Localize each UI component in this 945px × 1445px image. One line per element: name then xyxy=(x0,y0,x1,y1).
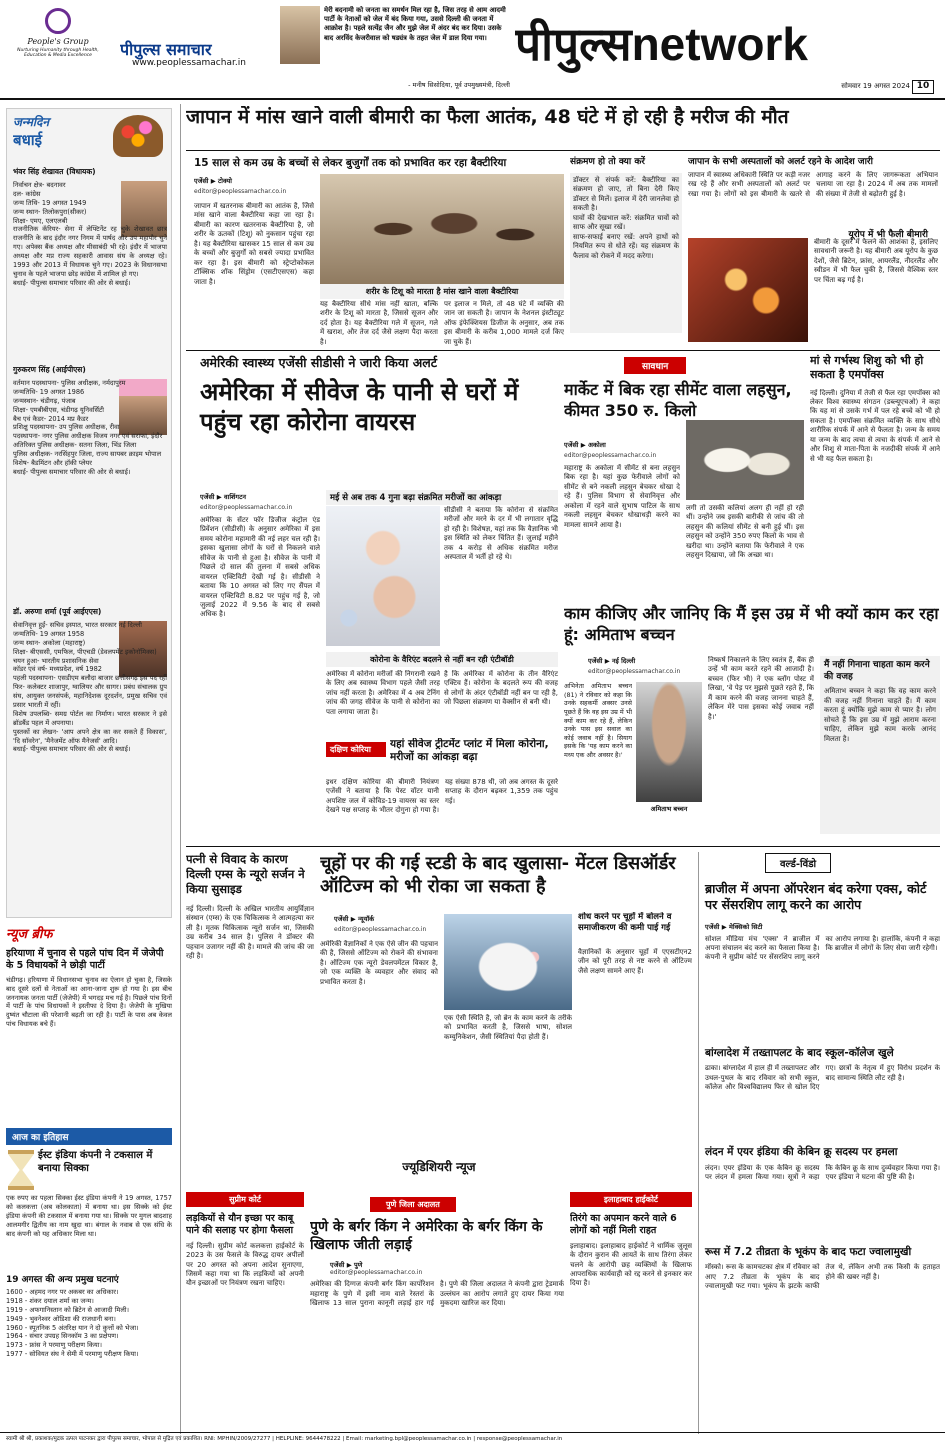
mice-email[interactable]: editor@peoplessamachar.co.in xyxy=(334,926,427,933)
world-tag: वर्ल्ड-विंडो xyxy=(765,853,831,873)
corona-story xyxy=(186,354,558,842)
japan-byline: एजेंसी ▶ टोक्यो xyxy=(194,177,232,185)
brand-english: network xyxy=(631,18,808,70)
birthday-title-small: जन्मदिन xyxy=(13,115,50,129)
garlic-headline: मार्केट में बिक रहा सीमेंट वाला लहसुन, कीमत 350 रु. किलो xyxy=(564,380,792,420)
news-brief-title: न्यूज ब्रीफ xyxy=(6,927,53,942)
sc-text: नई दिल्ली। सुप्रीम कोर्ट कलकत्ता हाईकोर्ट के 2023 के उस फैसले के विरुद्ध दायर अपीलों पर 20 अगस्त को अपना आदेश सुनाएगा, जिसमें कहा गया था कि लड़कियों को अपनी यौन इच्छाओं पर नियंत्रण रखना चाहिए। xyxy=(186,1241,304,1288)
sc-story xyxy=(186,1192,304,1426)
corona-byline: एजेंसी ▶ वाशिंगटन xyxy=(200,493,246,501)
mice-story xyxy=(320,852,692,1152)
history-text: एक रुपए का पहला सिक्का ईस्ट इंडिया कंपनी ने 19 अगस्त, 1757 को कलकत्ता (अब कोलकाता) में बनाया था। इस सिक्के को ईस्ट इंडिया कंपनी की टकसाल में बनाया गया था। सिक्के पर मुगल बादशाह आलमगीर द्वितीय का नाम खुदा था। बंगाल के नवाब से एक संधि के बाद कंपनी को यह अधिकार मिला था। xyxy=(6,1194,172,1238)
pune-email[interactable]: editor@peoplessamachar.co.in xyxy=(330,1269,423,1277)
birthday-person-3-text: सेवानिवृत्त हुईं- सचिव इस्पात, भारत सरकार नई दिल्ली जन्मतिथि- 19 अगस्त 1958 जन्म स्थान- अकोला (महाराष्ट्र) शिक्षा- बीएससी, एमफिल, पीएचडी (डेवलपमेंट इकोनॉमिक्स) चयन हुआ- भारतीय प्रशासनिक सेवा कॉडर एवं वर्ष- मध्यप्रदेश, वर्ष 1982 पहली पदस्थापना- एसडीएम बलौदा बाजार छत्तीसगढ़ इस पद रहीं फिर- कलेक्टर शाजापुर, ग्वालियर और सागर। प्रबंध संचालक ग्रुप संघ, आयुक्त जनसंपर्क, महानिदेशक दूरदर्शन, प्रमुख सचिव एवं प्रसार भारती में रहीं। विशेष उपलब्धि- समग्र पोर्टल का निर्माण। भारत सरकार ने इसे ब्रॉडबैंड पहल में अपनाया। पुस्तकों का लेखन- 'आप अपने क्षेत्र का कर सकते हैं विकास', 'दि सॉवरेन', 'मैनेजमेंट ऑफ मैनेजर्स' आदि। बधाई- पीपुल्स समाचार परिवार की ओर से बधाई। xyxy=(13,621,167,754)
garlic-email[interactable]: editor@peoplessamachar.co.in xyxy=(564,452,657,459)
amitabh-photo-caption: अमिताभ बच्चन xyxy=(650,805,688,813)
korea-text: इधर दक्षिण कोरिया की बीमारी नियंत्रण एजेंसी ने बताया है कि पेस्ट वॉटर यानी अपशिष्ट जल में कोविड-19 वायरस का स्तर देखने पक्ष सप्ताह के भीतर दोगुना हो गया है। यह संख्या 878 थी, जो अब अगस्त के दूसरे सप्ताह के दौरान बढ़कर 1,359 तक पहुंच गई। xyxy=(326,778,558,815)
world-window xyxy=(698,852,940,1434)
garlic-text-2: लगी तो उसकी कलियां अलग ही नहीं हो रही थीं। उन्होंने जब इसकी बारीकी से जांच की तो लहसुन की कलियां सीमेंट से बनी हुई थीं। इस लहसुन को उन्होंने 350 रुपए किलो के भाव से खरीदा था। उन्होंने बताया कि फेरीवाले ने एक लहसुन दिखाया, जो कि अच्छा था। xyxy=(686,504,804,560)
group-tagline: Nurturing Humanity through Health, Education & Media Excellence xyxy=(17,48,99,59)
pune-story xyxy=(310,1192,564,1426)
london-text: लंदन। एयर इंडिया के एक केबिन क्रू सदस्य पर लंदन में हमला किया गया। सूत्रों ने कहा कि केबिन क्रू के साथ दुर्व्यवहार किया गया है। एयर इंडिया ने घटना की पुष्टि की है। xyxy=(705,1163,940,1182)
hourglass-icon xyxy=(8,1150,34,1190)
birthday-person-2-text: वर्तमान पदस्थापना- पुलिस अधीक्षक, नर्मदापुरम जन्मतिथि- 19 अगस्त 1986 जन्मस्थान- चंडीगढ़, पंजाब शिक्षा- एमबीबीएस, चंडीगढ़ यूनिवर्सिटी बैच एवं कैडर- 2014 मप्र कैडर प्रशिक्षु पदस्थापना- उप पुलिस अधीक्षक, रीवा पदस्थापना- नगर पुलिस अधीक्षक विजय नगर एवं सराफा, इंदौर अतिरिक्त पुलिस अधीक्षक- सतना जिला, भिंड जिला पुलिस अधीक्षक- नरसिंहपुर जिला, राज्य सायबर क्राइम भोपाल विशेष- बैडमिंटन और हॉकी प्लेयर बधाई- पीपुल्स समाचार परिवार की ओर से बधाई। xyxy=(13,379,163,476)
flower-basket-icon xyxy=(113,115,163,157)
brazil-byline: एजेंसी ▶ मेक्सिको सिटी xyxy=(705,922,763,931)
events-list: 1600 - अहमद नगर पर अकबर का अधिकार। 1918 - शंकर दयाल शर्मा का जन्म। 1919 - अफगानिस्तान को ब्रिटेन से आजादी मिली। 1949 - भुवनेश्वर ओडिशा की राजधानी बना। 1960 - स्पूतनिक 5 अंतरिक्ष यान ने दो कुत्तों को भेजा। 1964 - संचार उपग्रह सिनकॉम 3 का प्रक्षेपण। 1973 - फ्रांस ने परमाणु परीक्षण किया। 1977 - सोवियत संघ ने सेमी में परमाणु परीक्षण किया। xyxy=(6,1288,139,1359)
corona-email[interactable]: editor@peoplessamachar.co.in xyxy=(200,504,293,511)
amitabh-email[interactable]: editor@peoplessamachar.co.in xyxy=(588,668,681,675)
pune-text: अमेरिका की दिग्गज कंपनी बर्गर किंग कार्पोरेशन महाराष्ट्र के पुणे में इसी नाम वाले रेस्तरां के खिलाफ 13 साल पुराना कानूनी लड़ाई हार गई है। पुणे की जिला अदालत ने कंपनी द्वारा ट्रेडमार्क उल्लंघन का आरोप लगाते हुए दायर किया गया मुकदमा खारिज कर दिया। xyxy=(310,1280,564,1308)
news-brief xyxy=(6,924,172,1124)
page-number: 10 xyxy=(912,80,934,94)
masthead-rule xyxy=(0,98,945,100)
amitabh-box-title: मैं नहीं गिनाना चाहता काम करने की वजह xyxy=(824,660,930,682)
corona-box-text: सीडीसी ने बताया कि कोरोना से संक्रमित मरीजों और मरने के दर में भी लगातार वृद्धि हो रही है। विशेषज्ञ, यहां तक कि वैज्ञानिक भी इस स्थिति को लेकर चिंतित हैं। जुलाई महीने तक 4 करोड़ से अधिक संक्रमित मरीज अस्पताल में भर्ती हो रहे थे। xyxy=(444,506,558,562)
japan-side-1-text: डॉक्टर से संपर्क करें: बैक्टीरिया का संक्रमण हो जाए, तो बिना देरी किए डॉक्टर से मिलें। इलाज में देरी जानलेवा हो सकती है। घावों की देखभाल करें: संक्रमित घावों को साफ और सूखा रखें। साफ-सफाई बनाए रखें: अपने हाथों को नियमित रूप से धोते रहें। यह संक्रमण के फैलाव को रोकने में मदद करेगा। xyxy=(570,173,682,333)
mouse-photo xyxy=(444,914,572,1010)
japan-photo-caption: शरीर के टिशू को मारता है मांस खाने वाला बैक्टीरिया xyxy=(320,284,564,299)
amitabh-story xyxy=(564,604,940,834)
brazil-headline: ब्राजील में अपना ऑपरेशन बंद करेगा एक्स, कोर्ट पर सेंसरशिप लागू करने का आरोप xyxy=(705,881,927,913)
amitabh-byline: एजेंसी ▶ नई दिल्ली xyxy=(588,657,636,665)
quote-author: - मनीष सिसोदिया, पूर्व उपमुख्यमंत्री, दिल्ली xyxy=(408,81,510,89)
bangla-text: ढाका। बांग्लादेश में हाल ही में तख्तापलट और उथल-पुथल के बाद रविवार को सभी स्कूल, कॉलेज और विश्वविद्यालय फिर से खोल दिए गए। छात्रों के नेतृत्व में हुए विरोध प्रदर्शन के बाद सामान्य स्थिति लौट रही है। xyxy=(705,1064,940,1092)
birthday-title: बधाई xyxy=(13,131,43,149)
hc-headline: तिरंगे का अपमान करने वाले 6 लोगों को नहीं मिली राहत xyxy=(570,1213,677,1237)
history-section xyxy=(6,1128,172,1434)
korea-headline: यहां सीवेज ट्रीटमेंट प्लांट में मिला कोरोना, मरीजों का आंकड़ा बढ़ा xyxy=(390,738,549,764)
quote-text: मेरी बदनामी को जनता का समर्थन मिल रहा है, जिस तरह से आम आदमी पार्टी के नेताओं को जेल में बंद किया गया, उससे दिल्ली की जनता में आक्रोश है। पहले सत्येंद्र जैन और मुझे जेल में अंदर बंद कर दिया। उसके बाद अरविंद केजरीवाल को षड्यंत्र के तहत जेल में डाल दिया गया। xyxy=(324,6,506,42)
mpox-headline: मां से गर्भस्थ शिशु को भी हो सकता है एमपॉक्स xyxy=(810,354,924,382)
japan-headline: जापान में मांस खाने वाली बीमारी का फैला आतंक, 48 घंटे में हो रही है मरीज की मौत xyxy=(186,106,789,128)
amitabh-box xyxy=(820,656,940,834)
aiims-headline: पत्नी से विवाद के कारण दिल्ली एम्स के न्यूरो सर्जन ने किया सुसाइड xyxy=(186,852,305,896)
bacteria-photo xyxy=(688,238,808,342)
issue-date: सोमवार 19 अगस्त 2024 xyxy=(841,82,910,90)
mice-headline: चूहों पर की गई स्टडी के बाद खुलासा- मेंटल डिसऑर्डर ऑटिज्म को भी रोका जा सकता है xyxy=(320,853,676,898)
mid-rule xyxy=(186,846,940,847)
garlic-story xyxy=(564,354,804,594)
corona-headline: अमेरिका में सीवेज के पानी से घरों में पहुंच रहा कोरोना वायरस xyxy=(200,378,519,436)
korea-tag: दक्षिण कोरिया xyxy=(326,742,386,757)
mice-byline: एजेंसी ▶ न्यूयॉर्क xyxy=(334,915,375,923)
birthday-person-2-name: गुरुकरण सिंह (आईपीएस) xyxy=(13,365,86,374)
pune-tag: पुणे जिला अदालत xyxy=(370,1197,456,1212)
aiims-story xyxy=(186,852,314,1152)
birthday-box xyxy=(6,108,172,918)
japan-text-3: पर इलाज न मिले, तो 48 घंटे में व्यक्ति की जान जा सकती है। जापान के नेशनल इंस्टीट्यूट ऑफ इंफेक्शियस डिजीज के अनुसार, अब तक इस बीमारी के करीब 1,000 मामले दर्ज किए जा चुके हैं। xyxy=(444,300,564,346)
corona-box-title: मई से अब तक 4 गुना बढ़ा संक्रमित मरीजों का आंकड़ा xyxy=(326,490,558,505)
mice-text-2: एक ऐसी स्थिति है, जो ब्रेन के काम करने के तरीके को प्रभावित करती है, जिससे भाषा, सोशल कम्युनिकेशन, जैसी स्थितियां पैदा होती हैं। xyxy=(444,1014,572,1041)
hc-story xyxy=(570,1192,692,1426)
mice-side-title: शोध करने पर चूहों में बोलने व समाजीकरण की कमी पाई गई xyxy=(578,912,672,934)
hc-tag: इलाहाबाद हाईकोर्ट xyxy=(570,1192,692,1207)
history-headline: ईस्ट इंडिया कंपनी ने टकसाल में बनाया सिक्का xyxy=(38,1150,153,1174)
mpox-story xyxy=(810,354,940,594)
left-column xyxy=(0,104,178,1434)
mice-text-3: वैज्ञानिकों के अनुसार चूहों में एएसटीएन2 जीन को पूरी तरह से नष्ट करने से ऑटिज्म जैसे लक्षण सामने आए हैं। xyxy=(578,948,692,975)
brazil-text: सोशल मीडिया मंच 'एक्स' ने ब्राजील में अपना संचालन बंद करने का फैसला किया है। कंपनी ने सुप्रीम कोर्ट पर सेंसरशिप लागू करने का आरोप लगाया है। हालांकि, कंपनी ने कहा कि ब्राजील में लोगों के लिए सेवा जारी रहेगी। xyxy=(705,934,940,962)
japan-text-2: यह बैक्टीरिया सीधे मांस नहीं खाता, बल्कि शरीर के टिशू को मारता है, जिससे सूजन और दर्द होता है। यह बैक्टीरिया गले में सूजन, गले में खराश, और तेज दर्द जैसे लक्षण पैदा करता है। xyxy=(320,300,438,346)
amitabh-box-text: अमिताभ बच्चन ने कहा कि वह काम करने की वजह नहीं गिनाना चाहते हैं। मैं काम करता हूं क्योंकि मुझे काम से प्यार है। लोग सोचते हैं कि इस उम्र में मुझे आराम करना चाहिए, लेकिन मुझे काम करके आनंद मिलता है। xyxy=(824,687,936,743)
brand-hindi: पीपुल्स xyxy=(515,17,632,71)
paper-name: पीपुल्स समाचार xyxy=(120,40,212,59)
japan-side-2-title: जापान के सभी अस्पतालों को अलर्ट रहने के आदेश जारी xyxy=(688,157,873,167)
masthead xyxy=(0,0,945,100)
news-brief-text: चंडीगढ़। हरियाणा में विधानसभा चुनाव का ऐलान हो चुका है, जिसके बाद दूसरे दलों से नेताओं का आना-जाना शुरू हो गया है। इस बीच जननायक जनता पार्टी (जेजेपी) में भगदड़ मच गई है। पिछले पांच दिनों में पार्टी के पांच विधायकों ने इस्तीफा दे दिया है। जेजेपी के मुखिया दुष्यंत चौटाला की परेशानी बढ़ती जा रही है। पार्टी के पास अब केवल पांच विधायक बचे हैं। xyxy=(6,975,172,1029)
hc-text: इलाहाबाद। इलाहाबाद हाईकोर्ट ने धार्मिक जुलूस के दौरान कुरान की आयतें के साथ तिरंगा लेकर चलने के आरोपी छह व्यक्तियों के खिलाफ आपराधिक कार्यवाही को रद्द करने से इनकार कर दिया है। xyxy=(570,1241,692,1288)
corona-text-1: अमेरिका के सेंटर फॉर डिजीज कंट्रोल एंड प्रिवेंशन (सीडीसी) के अनुसार अमेरिका में इस समय कोरोना महामारी की नई लहर चल रही है। इसका खुलासा लोगों के घरों से निकलने वाले सीवेज के पानी से हुआ है। सीवेज के पानी में पिछले दो साल की तुलना में सबसे अधिक वायरल एक्टिविटी देखी गई है। सीडीसी ने बताया कि 10 अगस्त को लिए गए सैंपल में वायरल एक्टिविटी 8.82 पर पहुंच गई है, जो जुलाई 2022 में 9.56 के बाद से सबसे अधिक है। xyxy=(200,516,320,619)
pune-headline: पुणे के बर्गर किंग ने अमेरिका के बर्गर किंग के खिलाफ जीती लड़ाई xyxy=(310,1219,543,1254)
footer-rule xyxy=(0,1432,945,1433)
amitabh-text-2: निष्कर्ष निकालने के लिए स्वतंत्र हैं, बैंक ही उन्हें भी काम करते रहने की आजादी है। बच्चन (फिर भी) ने एक ब्लॉग पोस्ट में लिखा, 'वे पेड़ पर मुझसे पूछते रहते हैं, कि मैं काम करने की वजह जानना चाहते हैं, लेकिन मेरे पास इसका कोई जवाब नहीं है।' xyxy=(708,656,814,721)
birthday-person-1-text: निर्वाचन क्षेत्र- बदनावर दल- कांग्रेस जन्म तिथि- 19 अगस्त 1949 जन्म स्थान- तिलोकपुरा(सीकर) शिक्षा- एमए, एलएलबी राजनीतिक कॅरियर- सेना में लेफ्टिनेंट रह चुके शेखावत छात्र राजनीति के बाद इंदौर नगर निगम में पार्षद और उप महापौर चुने गए। अपेक्स बैंक अध्यक्ष और मीसाबंदी भी रहे। इंदौर में भाजपा अध्यक्ष और मप्र राज्य सहकारी आवास संघ के अध्यक्ष रहे। 1993 और 2013 में विधायक चुने गए। 2023 के विधानसभा चुनाव के पहले भाजपा छोड़ कांग्रेस में शामिल हो गए। बधाई- पीपुल्स समाचार परिवार की ओर से बधाई। xyxy=(13,181,167,287)
birthday-person-3-name: डॉ. अरुणा शर्मा (पूर्व आईएएस) xyxy=(13,607,102,616)
events-title: 19 अगस्त की अन्य प्रमुख घटनाएं xyxy=(6,1275,119,1285)
japan-bottom-rule xyxy=(186,350,940,351)
japan-email[interactable]: editor@peoplessamachar.co.in xyxy=(194,188,287,195)
amitabh-photo xyxy=(636,682,702,802)
judiciary-title: ज्यूडिशियरी न्यूज xyxy=(402,1160,476,1174)
japan-subhead: 15 साल से कम उम्र के बच्चों से लेकर बुजुर्गों तक को प्रभावित कर रहा बैक्टीरिया xyxy=(194,157,507,169)
japan-side-3-title: यूरोप में भी फैली बीमारी xyxy=(848,230,928,240)
garlic-byline: एजेंसी ▶ अकोला xyxy=(564,441,606,449)
japan-side-2-text: जापान में स्वास्थ्य अधिकारी स्थिति पर कड़ी नजर रख रहे हैं और सभी अस्पतालों को अलर्ट पर रखा गया है। लोगों को इस बीमारी के खतरे से आगाह करने के लिए जागरूकता अभियान चलाया जा रहा है। 2024 में अब तक मामलों की संख्या में तेजी से बढ़ोतरी हुई है। xyxy=(688,171,938,198)
japan-text-1: जापान में खतरनाक बीमारी का आतंक है, जिसे मांस खाने वाला बैक्टीरिया कहा जा रहा है। बीमारी का कारण खतरनाक बैक्टीरिया है, जो शरीर के ऊतकों (टिशू) को नुकसान पहुंचा रहा है। यह बैक्टीरिया खासकर 15 साल से कम उम्र के बच्चों और बुजुर्गों को सबसे ज्यादा प्रभावित कर रहा है। इस बीमारी को स्ट्रेप्टोकोकल टॉक्सिक शॉक सिंड्रोम (एसटीएसएस) कहा जाता है। xyxy=(194,202,314,286)
quote-photo xyxy=(280,6,320,64)
sc-headline: लड़कियों से यौन इच्छा पर काबू पाने की सलाह पर होगा फैसला xyxy=(186,1213,294,1237)
russia-headline: रूस में 7.2 तीव्रता के भूकंप के बाद फटा ज्वालामुखी xyxy=(705,1245,912,1258)
birthday-header xyxy=(13,113,163,163)
logo-circle-icon xyxy=(45,8,71,34)
japan-story xyxy=(186,106,940,346)
garlic-tag: सावधान xyxy=(624,357,686,374)
japan-side-1-title: संक्रमण हो तो क्या करें xyxy=(570,157,645,167)
judiciary-section xyxy=(186,1158,692,1426)
birthday-person-1-name: भंवर सिंह शेखावत (विधायक) xyxy=(13,167,96,176)
london-headline: लंदन में एयर इंडिया की केबिन क्रू सदस्य पर हमला xyxy=(705,1146,898,1159)
garlic-text-1: महाराष्ट्र के अकोला में सीमेंट से बना लहसुन बिक रहा है। यहां कुछ फेरीवाले लोगों को सीमेंट से बने नकली लहसुन बेचकर धोखा दे रहे हैं। पुलिस विभाग से सेवानिवृत्त और अकोला में रहने वाले सुभाष पाटिल के साथ नकली लहसुन बेचकर धोखाधड़ी करने का मामला सामने आया है। xyxy=(564,464,680,529)
group-name: People's Group xyxy=(27,37,89,46)
site-url[interactable]: www.peoplessamachar.in xyxy=(132,58,246,68)
left-column-divider xyxy=(180,104,181,1434)
corona-kicker: अमेरिकी स्वास्थ्य एजेंसी सीडीसी ने जारी किया अलर्ट xyxy=(200,355,438,370)
news-brief-headline: हरियाणा में चुनाव से पहले पांच दिन में जेजेपी के 5 विधायकों ने छोड़ी पार्टी xyxy=(6,948,164,971)
amitabh-headline: काम कीजिए और जानिए कि मैं इस उम्र में भी क्यों काम कर रहा हूं: अमिताभ बच्चन xyxy=(564,604,939,644)
peoples-group-logo xyxy=(8,8,108,94)
japan-side-2 xyxy=(688,154,938,344)
footer-text: स्वामी श्री श्री, प्रकाशक/मुद्रक उत्पल पाटनकर द्वारा पीपुल्स समाचार, भोपाल से मुद्रित एवं प्रकाशित। RNI: MPHIN/2009/27277 | HELPLINE: 9644478222 | Email: marketing.bpl@peoplessamachar.co.in | response@peoplessamachar.in xyxy=(6,1436,563,1442)
aiims-text: नई दिल्ली। दिल्ली के अखिल भारतीय आयुर्विज्ञान संस्थान (एम्स) के एक चिकित्सक ने आत्महत्या कर ली है। मृतक चिकित्सक न्यूरो सर्जन था, जिसकी उम्र करीब 34 साल है। पुलिस ने डॉक्टर की पहचान उजागर नहीं की है। मामले की जांच की जा रही है। xyxy=(186,904,314,960)
corona-text-3: है कि अमेरिका में कोरोना के तीन वैरिएंट एक्टिव हैं। कोरोना के बदलते रूप की वजह से लोगों के अंदर एंटीबॉडी नहीं बन पा रही है, जो पिछला संक्रमण या वैक्सीन से बनी थी। xyxy=(444,670,558,707)
japan-photo xyxy=(320,174,564,284)
pune-byline: एजेंसी ▶ पुणे xyxy=(330,1261,363,1270)
history-title: आज का इतिहास xyxy=(6,1128,172,1145)
japan-side-1 xyxy=(570,154,682,344)
mice-text-1: अमेरिकी वैज्ञानिकों ने एक ऐसे जीन की पहचान की है, जिससे ऑटिज्म को रोकने की संभावना है। ऑटिज्म एक न्यूरो डेवलपमेंटल विकार है, जो एक व्यक्ति के व्यवहार और संवाद को प्रभावित करता है। xyxy=(320,940,438,986)
corona-caption: कोरोना के वैरिएंट बदलने से नहीं बन रही एंटीबॉडी xyxy=(326,652,558,667)
corona-text-2: अमेरिका में कोरोना मरीजों की निगरानी रखने के लिए अब स्वास्थ्य विभाग पहले जैसी तरह जांच नहीं करता है। अमेरिका में 4 अब टेनिंग जांच की जगह सीवेज के पानी से कोरोना का पता लगाया जाता है। xyxy=(326,670,440,716)
russia-text: मॉस्को। रूस के कामचटका क्षेत्र में रविवार को आए 7.2 तीव्रता के भूकंप के बाद ज्वालामुखी फट गया। भूकंप के झटके काफी तेज थे, लेकिन अभी तक किसी के हताहत होने की खबर नहीं है। xyxy=(705,1263,940,1291)
corona-photo xyxy=(326,506,440,646)
amitabh-text-1: अभिनेता अमिताभ बच्चन (81) ने रविवार को कहा कि उनके सहकर्मी अक्सर उनसे पूछते हैं कि वह इस उम्र में भी क्यों काम कर रहे हैं, लेकिन उनके पास इस सवाल का कोई जवाब नहीं है। सियाग इसके कि 'यह काम करने का मध्य एक और अवसर है।' xyxy=(564,682,632,760)
bangla-headline: बांग्लादेश में तख्तापलट के बाद स्कूल-कॉलेज खुले xyxy=(705,1046,894,1059)
garlic-photo xyxy=(686,420,804,500)
mpox-text: नई दिल्ली। दुनिया में तेजी से फैल रहा एमपॉक्स को लेकर विश्व स्वास्थ्य संगठन (डब्ल्यूएचओ) ने कहा कि यह मां से उसके गर्भ में पल रहे बच्चे को भी हो सकता है। एमपॉक्स संक्रमित व्यक्ति के साथ सीधे शारीरिक संपर्क में आने से फैलता है। जन्म के समय या जन्म के बाद त्वचा से त्वचा के संपर्क में आने से और शिशु से माता-पिता के नजदीकी संपर्क में आने से भी यह फैल सकता है। xyxy=(810,388,940,463)
japan-side-3-text: बीमारी के दूसरे में फैलने की आशंका है, इसलिए सावधानी जरूरी है। यह बीमारी अब यूरोप के कुछ देशों, जैसे ब्रिटेन, फ्रांस, आयरलैंड, नीदरलैंड और स्वीडन में भी फैल चुकी है, जिससे वैश्विक स्तर पर चिंता बढ़ गई है। xyxy=(814,238,938,284)
brand-logo xyxy=(515,12,935,77)
sc-tag: सुप्रीम कोर्ट xyxy=(186,1192,304,1207)
japan-rule xyxy=(186,150,940,151)
